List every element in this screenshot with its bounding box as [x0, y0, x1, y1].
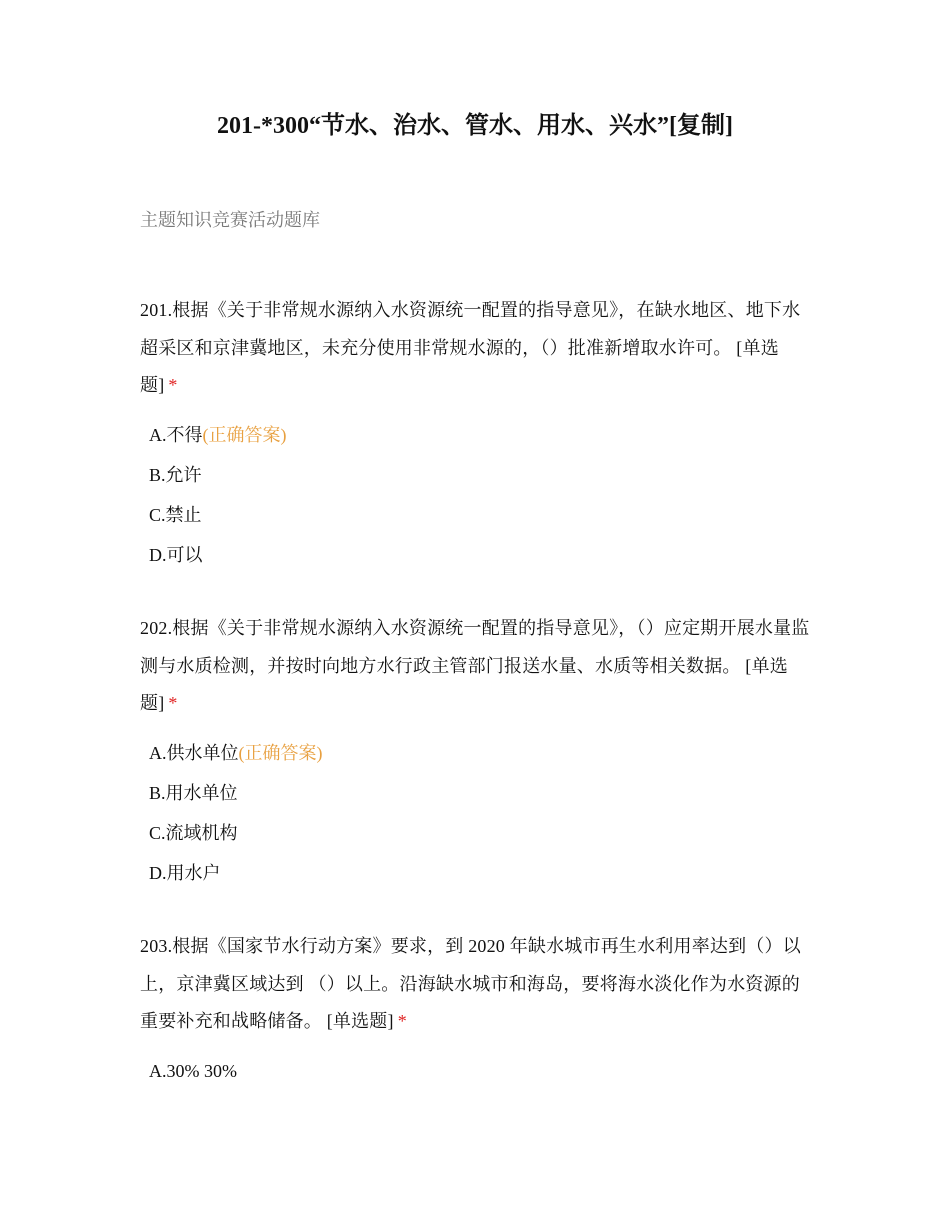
option-label: A.30% 30% — [149, 1060, 237, 1081]
option-label: B.用水单位 — [149, 782, 238, 803]
option-d[interactable] — [140, 853, 812, 893]
option-d[interactable] — [140, 535, 812, 575]
option-list — [140, 733, 812, 893]
question-203 — [140, 928, 812, 1091]
question-stem-text: 202.根据《关于非常规水源纳入水资源统一配置的指导意见》，（）应定期开展水量监测与水质检测，并按时向地方水行政主管部门报送水量、水质等相关数据。 [单选题] — [140, 618, 810, 713]
required-mark: * — [168, 375, 178, 395]
option-label: C.流域机构 — [149, 822, 238, 843]
question-stem — [140, 610, 812, 723]
document-title: 201-*300“节水、治水、管水、用水、兴水”[复制] — [217, 113, 733, 139]
question-202 — [140, 610, 812, 893]
option-list — [140, 1051, 812, 1091]
question-stem-text: 201.根据《关于非常规水源纳入水资源统一配置的指导意见》，在缺水地区、地下水超采区和京津冀地区，未充分使用非常规水源的，（）批准新增取水许可。 [单选题] — [140, 300, 801, 395]
document-subtitle: 主题知识竞赛活动题库 — [140, 210, 320, 231]
option-a[interactable] — [140, 415, 812, 455]
option-b[interactable] — [140, 773, 812, 813]
option-label: A.供水单位 — [149, 742, 239, 763]
option-a[interactable] — [140, 733, 812, 773]
option-a[interactable] — [140, 1051, 812, 1091]
question-201 — [140, 292, 812, 575]
required-mark: * — [397, 1011, 407, 1031]
option-c[interactable] — [140, 813, 812, 853]
option-c[interactable] — [140, 495, 812, 535]
required-mark: * — [168, 693, 178, 713]
option-b[interactable] — [140, 455, 812, 495]
option-label: D.可以 — [149, 544, 203, 565]
correct-answer-tag: (正确答案) — [202, 424, 287, 445]
option-label: A.不得 — [149, 424, 203, 445]
option-list — [140, 415, 812, 575]
question-stem-text: 203.根据《国家节水行动方案》要求，到 2020 年缺水城市再生水利用率达到（）以上，京津冀区域达到 （）以上。沿海缺水城市和海岛，要将海水淡化作为水资源的重要补充和战略储备。 [单选题] — [140, 936, 801, 1031]
question-stem — [140, 292, 812, 405]
question-stem — [140, 928, 812, 1041]
option-label: D.用水户 — [149, 862, 221, 883]
correct-answer-tag: (正确答案) — [238, 742, 323, 763]
option-label: C.禁止 — [149, 504, 202, 525]
option-label: B.允许 — [149, 464, 202, 485]
